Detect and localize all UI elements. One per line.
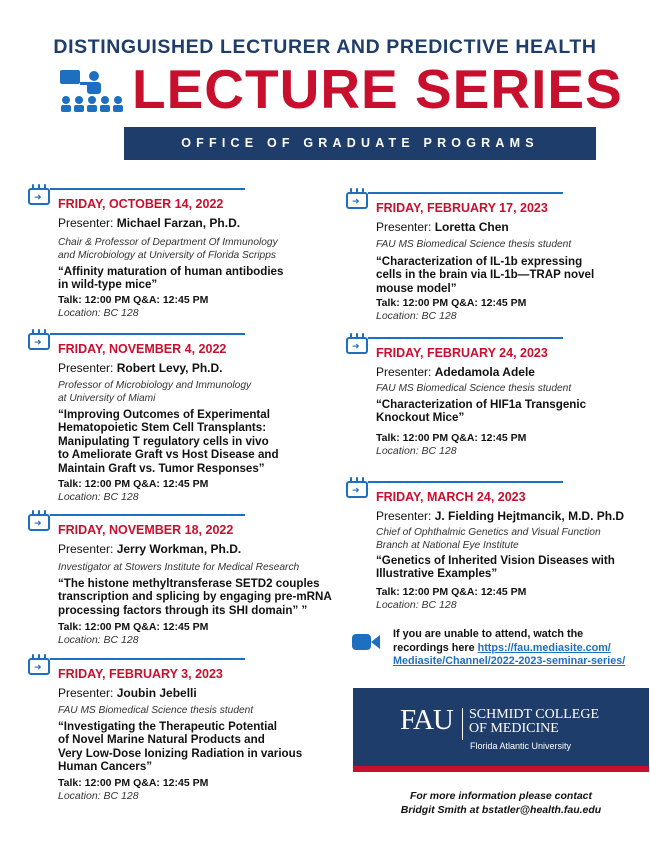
- university-name: Florida Atlantic University: [470, 741, 572, 751]
- divider: [368, 337, 563, 339]
- divider: [368, 481, 563, 483]
- talk-time: Talk: 12:00 PM Q&A: 12:45 PM: [58, 777, 209, 789]
- talk-location: Location: BC 128: [58, 790, 139, 802]
- top-title: DISTINGUISHED LECTURER AND PREDICTIVE HEALTH: [53, 36, 597, 58]
- talk-location: Location: BC 128: [376, 445, 457, 457]
- presenter-role: Chief of Ophthalmic Genetics and Visual Function Branch at National Eye Institute: [376, 527, 601, 551]
- event-date: FRIDAY, NOVEMBER 4, 2022: [58, 342, 227, 356]
- presenter: Presenter: Robert Levy, Ph.D.: [58, 361, 223, 375]
- calendar-icon: ➜: [346, 337, 368, 354]
- calendar-icon: ➜: [28, 188, 50, 205]
- divider: [50, 514, 245, 516]
- calendar-icon: ➜: [28, 658, 50, 675]
- talk-time: Talk: 12:00 PM Q&A: 12:45 PM: [58, 621, 209, 633]
- banner-stripe: [353, 766, 649, 772]
- presenter-name: Jerry Workman, Ph.D.: [116, 542, 242, 556]
- talk-time: Talk: 12:00 PM Q&A: 12:45 PM: [376, 432, 527, 444]
- talk-title: “Improving Outcomes of Experimental Hematopoietic Stem Cell Transplants: Manipulating T regulatory cells in vivo to Ameliorate Graft vs Host Disease and Maintain Graft vs. Tumor Responses”: [58, 408, 279, 475]
- presenter-role: FAU MS Biomedical Science thesis student: [376, 239, 572, 250]
- series-header: [58, 58, 623, 120]
- divider: [50, 188, 245, 190]
- calendar-icon: ➜: [28, 333, 50, 350]
- divider: [50, 658, 245, 660]
- presenter-role: Chair & Professor of Department Of Immunology and Microbiology at University of Florida Scripps: [58, 237, 278, 261]
- talk-title: “The histone methyltransferase SETD2 couples transcription and splicing by engaging pre-mRNA processing factors through its SHI domain” ”: [58, 577, 332, 617]
- event-date: FRIDAY, OCTOBER 14, 2022: [58, 197, 224, 211]
- presenter: Presenter: Michael Farzan, Ph.D.: [58, 216, 241, 230]
- event-date: FRIDAY, FEBRUARY 3, 2023: [58, 667, 223, 681]
- talk-time: Talk: 12:00 PM Q&A: 12:45 PM: [58, 294, 209, 306]
- presenter: Presenter: J. Fielding Hejtmancik, M.D. Ph.D: [376, 509, 625, 523]
- presenter-name: Adedamola Adele: [434, 365, 535, 379]
- presenter-name: Michael Farzan, Ph.D.: [116, 216, 241, 230]
- talk-title: “Investigating the Therapeutic Potential of Novel Marine Natural Products and Very Low-Dose Ionizing Radiation in various Human Cancers”: [58, 720, 303, 774]
- fau-logo: FAU: [400, 704, 453, 736]
- calendar-icon: ➜: [346, 481, 368, 498]
- event-date: FRIDAY, FEBRUARY 24, 2023: [376, 346, 548, 360]
- presenter-name: Joubin Jebelli: [116, 686, 197, 700]
- talk-location: Location: BC 128: [376, 599, 457, 611]
- talk-location: Location: BC 128: [58, 491, 139, 503]
- calendar-icon: ➜: [346, 192, 368, 209]
- divider: [50, 333, 245, 335]
- talk-location: Location: BC 128: [58, 634, 139, 646]
- presenter-name: J. Fielding Hejtmancik, M.D. Ph.D: [434, 509, 625, 523]
- presenter-name: Robert Levy, Ph.D.: [116, 361, 223, 375]
- recordings-link[interactable]: https://fau.mediasite.com/: [477, 641, 611, 654]
- talk-title: “Genetics of Inherited Vision Diseases with Illustrative Examples”: [376, 554, 615, 581]
- presenter: Presenter: Jerry Workman, Ph.D.: [58, 542, 242, 556]
- office-banner: OFFICE OF GRADUATE PROGRAMS: [124, 127, 596, 160]
- talk-location: Location: BC 128: [376, 310, 457, 322]
- calendar-icon: ➜: [28, 514, 50, 531]
- presenter: Presenter: Loretta Chen: [376, 220, 509, 234]
- presenter-role: FAU MS Biomedical Science thesis student: [376, 383, 572, 394]
- talk-title: “Affinity maturation of human antibodies in wild-type mice”: [58, 265, 284, 292]
- presenter-name: Loretta Chen: [434, 220, 509, 234]
- presenter-role: FAU MS Biomedical Science thesis student: [58, 705, 254, 716]
- college-name: SCHMIDT COLLEGE OF MEDICINE: [469, 707, 600, 736]
- talk-time: Talk: 12:00 PM Q&A: 12:45 PM: [376, 586, 527, 598]
- talk-title: “Characterization of HIF1a Transgenic Knockout Mice”: [376, 398, 587, 425]
- talk-time: Talk: 12:00 PM Q&A: 12:45 PM: [376, 297, 527, 309]
- video-camera-icon: [351, 631, 381, 653]
- recording-notice: If you are unable to attend, watch the recordings here https://fau.mediasite.com/ Mediasite/Channel/2022-2023-seminar-series/: [393, 628, 626, 667]
- divider: [368, 192, 563, 194]
- event-date: FRIDAY, FEBRUARY 17, 2023: [376, 201, 548, 215]
- presenter-role: Professor of Microbiology and Immunology at University of Miami: [58, 380, 252, 404]
- lecture-audience-icon: [58, 68, 124, 114]
- logo-divider: [462, 708, 463, 740]
- presenter: Presenter: Adedamola Adele: [376, 365, 535, 379]
- presenter-role: Investigator at Stowers Institute for Medical Research: [58, 562, 300, 573]
- talk-time: Talk: 12:00 PM Q&A: 12:45 PM: [58, 478, 209, 490]
- event-date: FRIDAY, MARCH 24, 2023: [376, 490, 526, 504]
- series-title: LECTURE SERIES: [132, 58, 623, 120]
- contact-info: For more information please contact Bridgit Smith at bstatler@health.fau.edu: [400, 790, 602, 816]
- event-date: FRIDAY, NOVEMBER 18, 2022: [58, 523, 234, 537]
- presenter: Presenter: Joubin Jebelli: [58, 686, 197, 700]
- talk-location: Location: BC 128: [58, 307, 139, 319]
- talk-title: “Characterization of IL-1b expressing cells in the brain via IL-1b—TRAP novel mouse model”: [376, 255, 595, 295]
- recordings-link-cont[interactable]: Mediasite/Channel/2022-2023-seminar-series/: [393, 655, 626, 667]
